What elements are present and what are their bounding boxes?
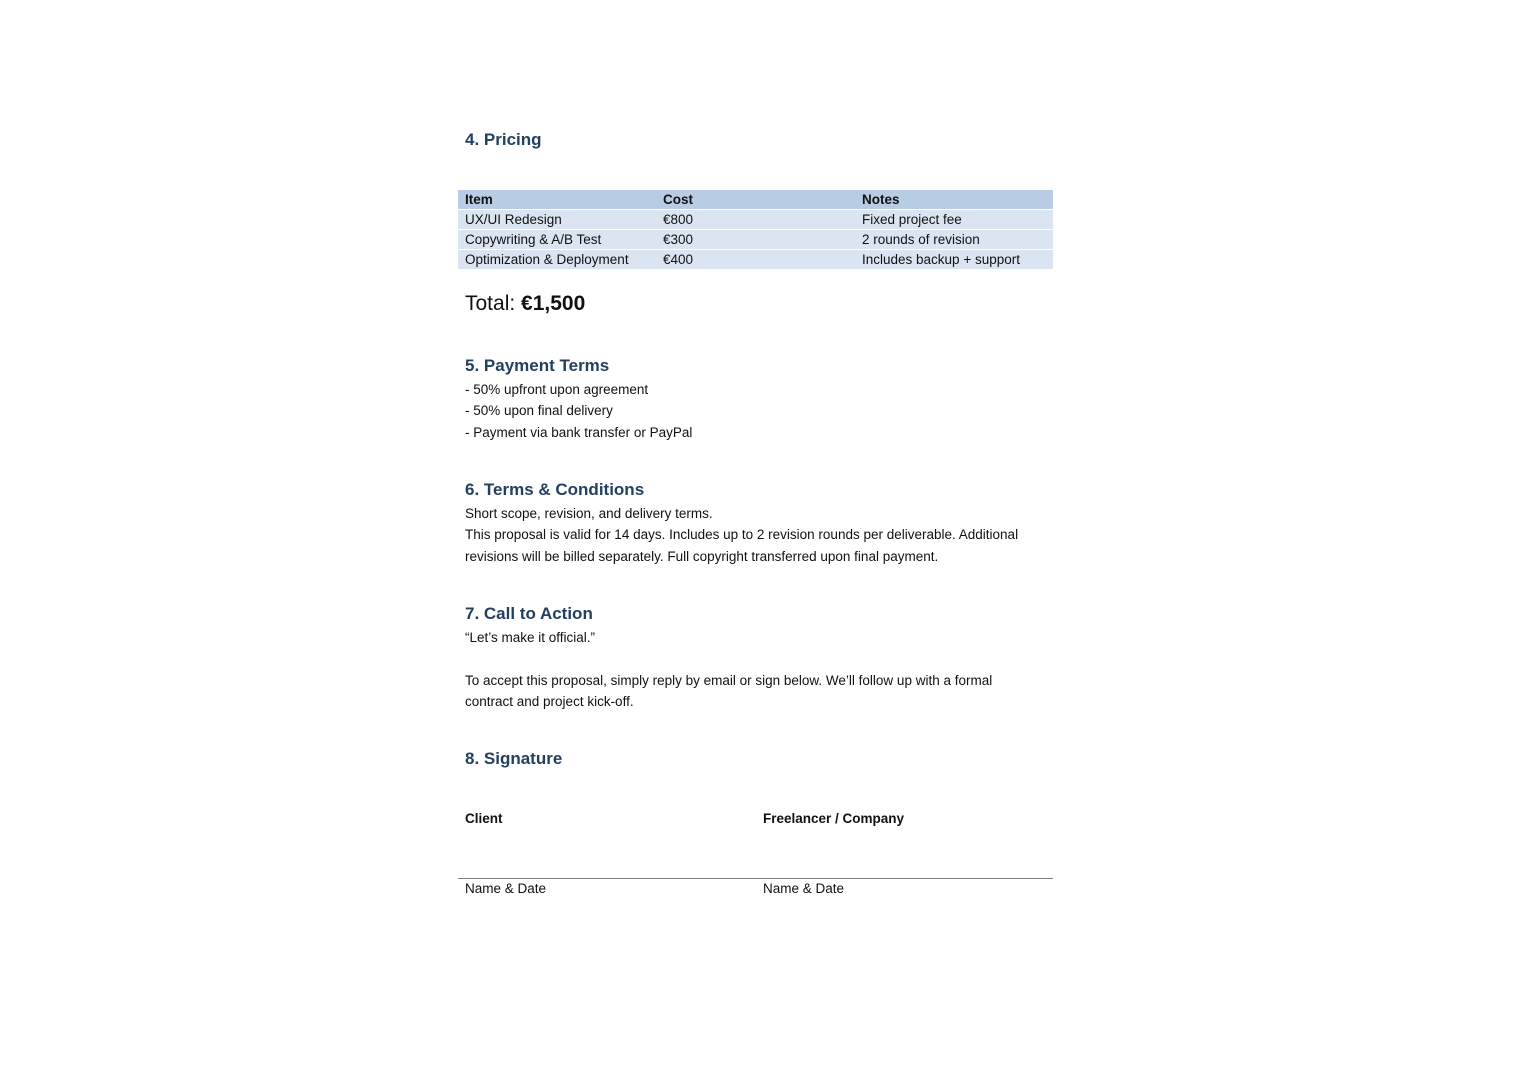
pricing-header-cost: Cost — [663, 192, 693, 207]
signature-client-label: Client — [465, 811, 503, 826]
cta-paragraph-line: contract and project kick-off. — [465, 694, 634, 709]
pricing-cell-notes: Fixed project fee — [862, 212, 962, 227]
signature-heading: 8. Signature — [465, 749, 563, 768]
pricing-table — [458, 190, 1053, 269]
table-row — [458, 210, 1053, 230]
pricing-header-item: Item — [465, 192, 493, 207]
pricing-cell-cost: €800 — [663, 212, 694, 227]
terms-conditions-heading: 6. Terms & Conditions — [465, 480, 645, 499]
signature-client-name-date: Name & Date — [465, 881, 547, 896]
payment-term-line: - 50% upon final delivery — [465, 403, 613, 418]
signature-company-label: Freelancer / Company — [763, 811, 905, 826]
payment-terms-heading: 5. Payment Terms — [465, 356, 610, 375]
signature-company-name-date: Name & Date — [763, 881, 845, 896]
table-row — [458, 250, 1053, 270]
payment-term-line: - 50% upfront upon agreement — [465, 382, 649, 397]
pricing-header-notes: Notes — [862, 192, 900, 207]
payment-term-line: - Payment via bank transfer or PayPal — [465, 425, 693, 440]
signature-line — [458, 878, 1053, 879]
pricing-total — [465, 290, 585, 318]
table-row — [458, 230, 1053, 250]
pricing-cell-item: Optimization & Deployment — [465, 252, 629, 267]
cta-quote: “Let’s make it official.” — [465, 630, 596, 645]
call-to-action-heading: 7. Call to Action — [465, 604, 593, 623]
pricing-cell-cost: €400 — [663, 252, 694, 267]
pricing-cell-notes: Includes backup + support — [862, 252, 1020, 267]
pricing-cell-cost: €300 — [663, 232, 694, 247]
pricing-cell-item: UX/UI Redesign — [465, 212, 562, 227]
total-value: €1,500 — [521, 292, 586, 315]
terms-subtitle: Short scope, revision, and delivery terms. — [465, 506, 713, 521]
cta-paragraph-line: To accept this proposal, simply reply by email or sign below. We’ll follow up with a formal — [465, 673, 993, 688]
pricing-cell-item: Copywriting & A/B Test — [465, 232, 602, 247]
pricing-cell-notes: 2 rounds of revision — [862, 232, 980, 247]
pricing-heading: 4. Pricing — [465, 130, 542, 149]
total-label: Total: — [465, 292, 522, 315]
terms-paragraph-line: This proposal is valid for 14 days. Includes up to 2 revision rounds per deliverable. Additional — [465, 527, 1019, 542]
pricing-table-header-row — [458, 190, 1053, 210]
terms-paragraph-line: revisions will be billed separately. Full copyright transferred upon final payment. — [465, 549, 939, 564]
